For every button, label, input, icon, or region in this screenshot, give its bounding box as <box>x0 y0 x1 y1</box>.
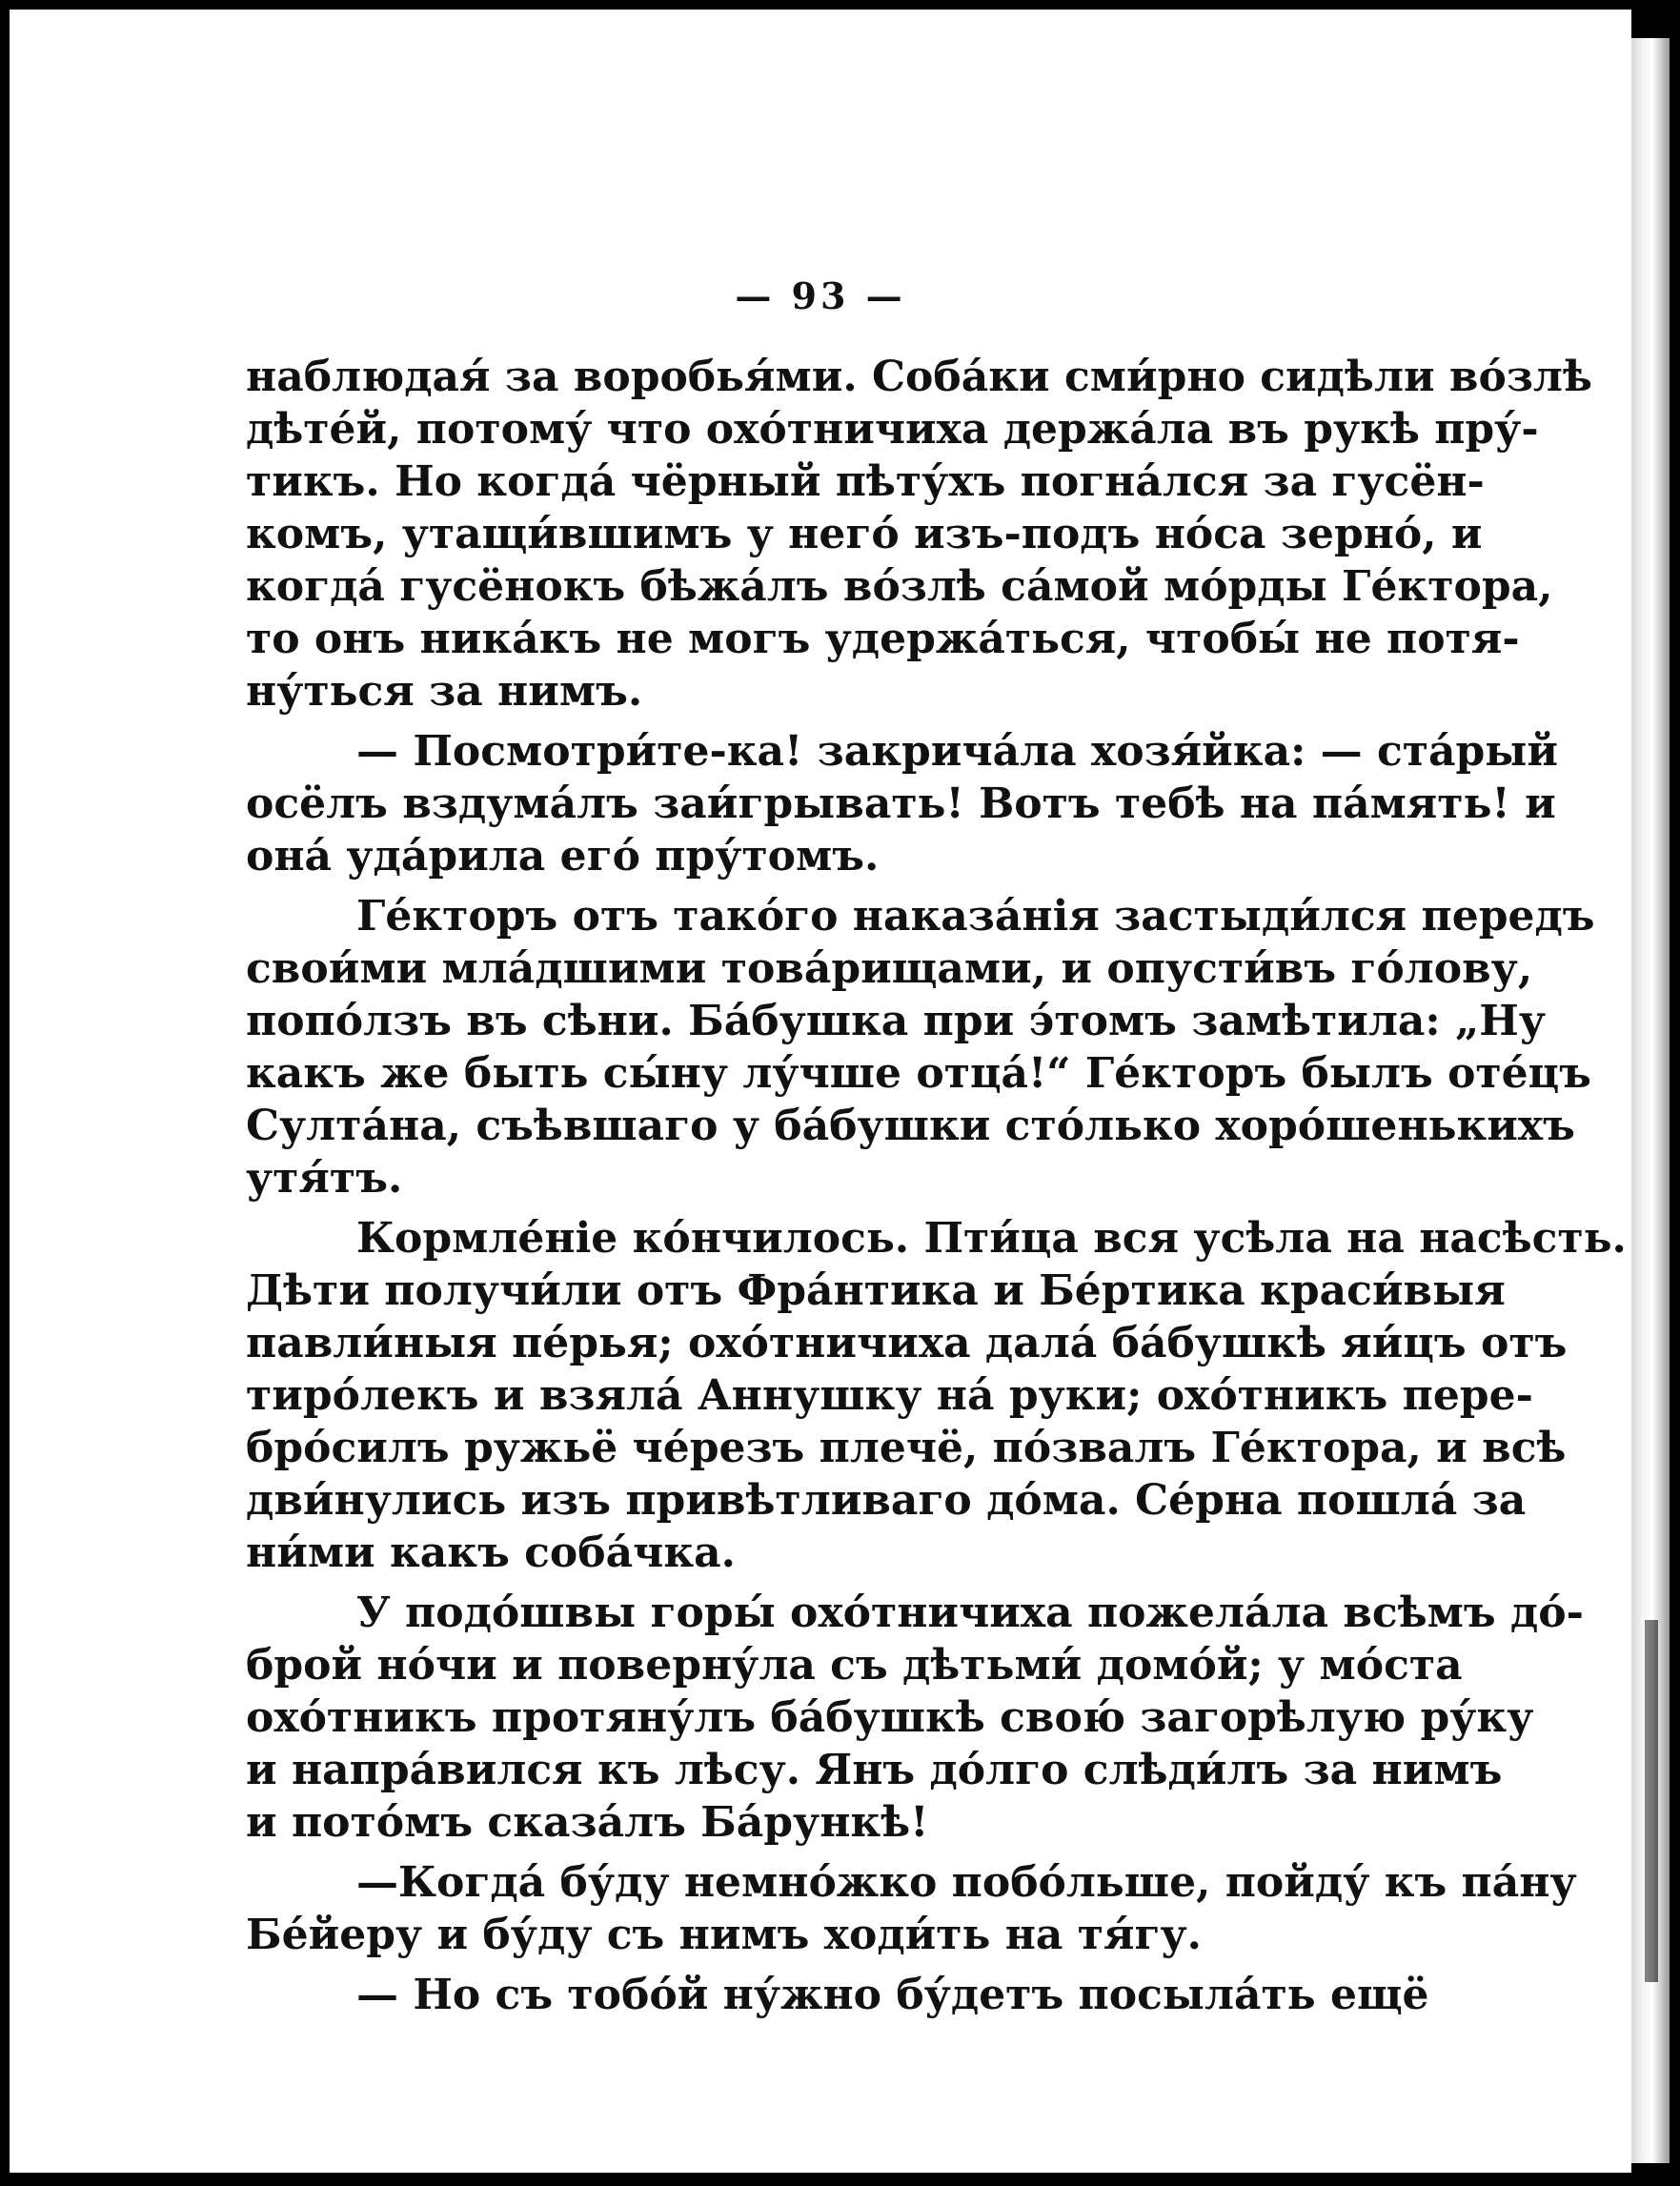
text-line: наблюдая́ за воробья́ми. Соба́ки сми́рно сидѣли во́злѣ <box>246 353 1592 401</box>
text-line: брой но́чи и поверну́ла съ дѣтьми́ домо́й; у мо́ста <box>246 1641 1463 1690</box>
text-line: тикъ. Но когда́ чёрный пѣту́хъ погна́лся за гусён- <box>246 457 1485 506</box>
paragraph <box>246 1969 1454 2021</box>
paragraph <box>246 351 1592 718</box>
text-line: бро́силъ ружьё че́резъ плечё, по́звалъ Ге́ктора, и всѣ <box>246 1424 1567 1472</box>
text-line: утя́тъ. <box>246 1154 403 1203</box>
text-line: — Посмотри́те-ка! закрича́ла хозя́йка: — ста́рый <box>356 727 1559 776</box>
text-line: Ге́кторъ отъ тако́го наказа́нія застыди́лся передъ <box>356 892 1595 941</box>
text-line: У подо́швы горы́ охо́тничиха пожела́ла всѣмъ до́- <box>356 1589 1584 1637</box>
paragraph <box>246 1587 1584 1849</box>
text-line: то онъ ника́къ не могъ удержа́ться, чтобы́ не потя- <box>246 615 1520 663</box>
text-line: — Но съ тобо́й ну́жно бу́детъ посыла́ть ещё <box>356 1971 1429 2019</box>
page-text <box>246 351 1627 2029</box>
text-line: Султа́на, съѣвшаго у ба́бушки сто́лько хоро́шенькихъ <box>246 1102 1575 1150</box>
text-line: ну́ться за нимъ. <box>246 667 643 716</box>
text-line: комъ, утащи́вшимъ у него́ изъ-подъ но́са зерно́, и <box>246 510 1483 558</box>
text-line: —Когда́ бу́ду немно́жко побо́льше, пойду́ къ па́ну <box>356 1858 1577 1907</box>
text-line: Кормле́ніе ко́нчилось. Пти́ца вся усѣла на насѣсть. <box>356 1214 1627 1263</box>
paragraph <box>246 1212 1627 1579</box>
text-line: павли́ныя пе́рья; охо́тничиха дала́ ба́бушкѣ яи́цъ отъ <box>246 1319 1568 1367</box>
text-line: осёлъ вздума́лъ заи́грывать! Вотъ тебѣ на па́мять! и <box>246 779 1556 828</box>
text-line: охо́тникъ протяну́лъ ба́бушкѣ свою́ загорѣлую ру́ку <box>246 1693 1534 1742</box>
text-line: дѣте́й, потому́ что охо́тничиха держа́ла въ рукѣ пру́- <box>246 405 1539 454</box>
text-line: попо́лзъ въ сѣни. Ба́бушка при э́томъ замѣтила: „Ну <box>246 997 1547 1045</box>
text-line: когда́ гусёнокъ бѣжа́лъ во́злѣ са́мой мо́рды Ге́ктора, <box>246 562 1553 611</box>
page-number: — 93 — <box>735 274 906 317</box>
text-line: Дѣти получи́ли отъ Фра́нтика и Бе́ртика краси́выя <box>246 1266 1506 1315</box>
text-line: Бе́йеру и бу́ду съ нимъ ходи́ть на тя́гу. <box>246 1911 1202 1959</box>
text-line: и напра́вился къ лѣсу. Янъ до́лго слѣди́лъ за нимъ <box>246 1746 1503 1794</box>
paragraph <box>246 725 1559 882</box>
paragraph <box>246 1856 1577 1961</box>
text-line: тиро́лекъ и взяла́ Аннушку на́ руки; охо́тникъ пере- <box>246 1371 1533 1420</box>
text-line: она́ уда́рила его́ пру́томъ. <box>246 832 880 880</box>
binding-shadow <box>1645 1620 1658 1982</box>
paragraph <box>246 890 1595 1204</box>
text-line: и пото́мъ сказа́лъ Ба́рункѣ! <box>246 1798 929 1847</box>
book-page <box>10 10 1631 2173</box>
text-line: свои́ми мла́дшими това́рищами, и опусти́въ го́лову, <box>246 944 1533 993</box>
text-line: дви́нулись изъ привѣтливаго до́ма. Се́рна пошла́ за <box>246 1476 1527 1525</box>
text-line: какъ же быть сы́ну лу́чше отца́!“ Ге́кторъ былъ оте́цъ <box>246 1049 1591 1098</box>
text-line: ни́ми какъ соба́чка. <box>246 1528 736 1577</box>
